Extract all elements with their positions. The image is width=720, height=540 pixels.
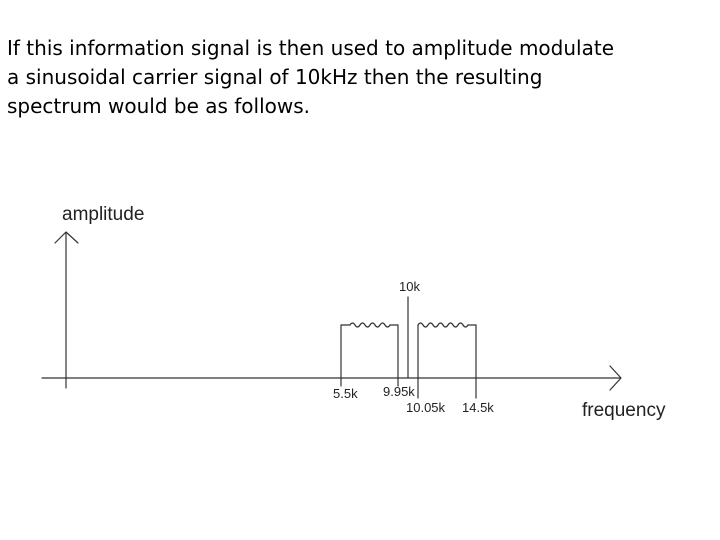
y-axis-label: amplitude	[62, 204, 145, 225]
tick-label-10-05k: 10.05k	[406, 400, 446, 415]
carrier-label: 10k	[399, 279, 420, 294]
lsb-ripple	[350, 323, 390, 327]
tick-label-9-95k: 9.95k	[383, 384, 415, 399]
text-line-3: spectrum would be as follows.	[7, 94, 311, 118]
text-line-1: If this information signal is then used to amplitude modulate	[7, 36, 615, 60]
usb-ripple	[418, 323, 468, 327]
text-line-2: a sinusoidal carrier signal of 10kHz then the resulting	[7, 65, 543, 89]
tick-label-14-5k: 14.5k	[462, 400, 494, 415]
tick-label-5-5k: 5.5k	[333, 386, 358, 401]
x-axis-label: frequency	[582, 400, 666, 421]
